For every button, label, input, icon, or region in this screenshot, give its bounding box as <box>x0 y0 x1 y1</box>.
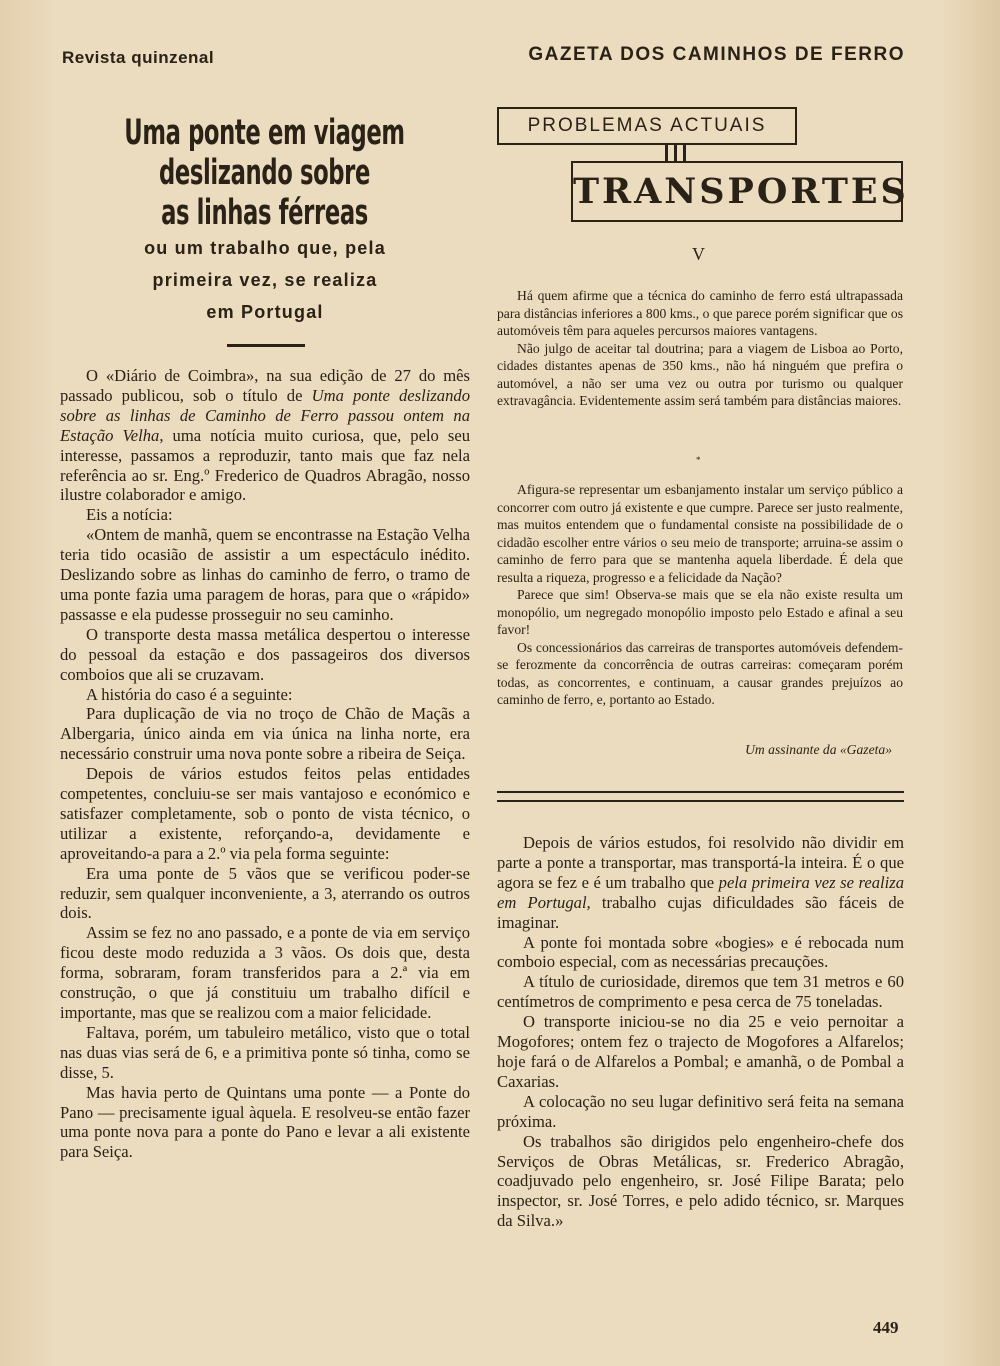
paragraph: Os concessionários das carreiras de transportes automóveis defendem-se ferozmente da concorrência de outras carreiras: começaram porém todas, as concorrentes, e continuam, a causar grandes prejuízos ao caminho de ferro, e, portanto ao Estado. <box>497 639 903 707</box>
subtitle-line-1: ou um trabalho que, pela <box>144 238 386 258</box>
text: Depois de vários estudos, foi resolvido não dividir em parte a ponte a transportar, mas transportá-la inteira. É o que agora se fez e é um trabalho que <box>497 833 904 892</box>
paragraph: O transporte iniciou-se no dia 25 e veio pernoitar a Mogofores; ontem fez o trajecto de Mogofores a Alfarelos; hoje fará o de Alfarelos a Pombal; e amanhã, o de Pombal a Caxarias. <box>497 1012 904 1091</box>
title-divider <box>227 344 305 347</box>
paragraph: Depois de vários estudos feitos pelas entidades competentes, concluiu-se ser mais vantajoso e económico e satisfazer completamente, sob o ponto de vista técnico, o utilizar a existente, reforçando-a, devidamente e aproveitando-a para a 2.º via pela forma seguinte: <box>60 764 470 863</box>
article-title <box>119 113 411 233</box>
paragraph: Faltava, porém, um tabuleiro metálico, visto que o total nas duas vias será de 6, e a primitiva ponte só tinha, como se disse, 5. <box>60 1022 470 1082</box>
paragraph <box>497 833 904 933</box>
paragraph: Há quem afirme que a técnica do caminho de ferro está ultrapassada para distâncias inferiores a 800 kms., o que parece porém significar que os automóveis têm para aqueles percursos maiores vantagens. <box>497 288 903 338</box>
double-rule-top <box>497 791 904 793</box>
page-number: 449 <box>873 1318 899 1337</box>
section-box-problemas: PROBLEMAS ACTUAIS <box>497 107 797 145</box>
paragraph: Era uma ponte de 5 vãos que se verificou poder-se reduzir, sem qualquer inconveniente, a 3, aterrando os outros dois. <box>60 863 470 923</box>
header-left: Revista quinzenal <box>62 48 215 67</box>
article-column-left <box>60 366 470 1162</box>
section-separator-star: * <box>696 455 701 465</box>
paragraph: Mas havia perto de Quintans uma ponte — a Ponte do Pano — precisamente igual àquela. E resolveu-se então fazer uma ponte nova para a ponte do Pano e levar a ali existente para Seiça. <box>60 1082 470 1162</box>
sidebar-column <box>497 287 903 410</box>
paragraph: A colocação no seu lugar definitivo será feita na semana próxima. <box>497 1091 904 1131</box>
section-numeral: V <box>692 244 705 264</box>
text: O «Diário de Coimbra», na sua edição de 27 do mês passado publicou, sob o título de <box>60 366 470 405</box>
paragraph: Assim se fez no ano passado, e a ponte de via em serviço ficou deste modo reduzida a 3 vãos. Os dois que, desta forma, sobraram, foram transferidos para a 2.ª via em construção, o que já constituiu um trabalho difícil e importante, mas que se realizou com a maior felicidade. <box>60 923 470 1022</box>
paragraph <box>60 366 470 505</box>
double-rule-bottom <box>497 800 904 802</box>
title-line-1: Uma ponte em viagem deslizando sobre <box>124 113 405 193</box>
paragraph: A título de curiosidade, diremos que tem 31 metros e 60 centímetros de comprimento e pesa cerca de 75 toneladas. <box>497 972 904 1012</box>
paragraph: «Ontem de manhã, quem se encontrasse na Estação Velha teria tido ocasião de assistir a um espectáculo inédito. Deslizando sobre as linhas do caminho de ferro, o tramo de uma ponte fazia uma paragem de horas, para que o «rápido» passasse e ela pudesse prosseguir no seu caminho. <box>60 525 470 624</box>
subtitle-line-3: em Portugal <box>206 302 324 322</box>
connector-bar <box>665 145 668 161</box>
title-line-2: as linhas férreas <box>161 193 368 233</box>
paragraph: Parece que sim! Observa-se mais que se ela não existe resulta um monopólio, um negregado monopólio imposto pelo Estado e afinal a seu favor! <box>497 587 903 637</box>
signature: Um assinante da «Gazeta» <box>745 742 892 757</box>
paragraph: A ponte foi montada sobre «bogies» e é rebocada num comboio especial, com as necessárias precauções. <box>497 932 904 972</box>
section-box-transportes: TRANSPORTES <box>571 161 903 222</box>
text: trabalho cujas dificuldades são fáceis de imaginar. <box>497 892 905 932</box>
paragraph: Para duplicação de via no troço de Chão de Maçãs a Albergaria, único ainda em via única na linha norte, era necessário construir uma nova ponte sobre a ribeira de Seiça. <box>60 704 470 764</box>
sidebar-column-2 <box>497 481 903 709</box>
connector-bar <box>674 145 677 161</box>
article-subtitle <box>120 232 410 328</box>
article-column-right <box>497 833 904 1231</box>
header-right: GAZETA DOS CAMINHOS DE FERRO <box>528 44 905 65</box>
paragraph: O transporte desta massa metálica despertou o interesse do pessoal da estação e dos passageiros dos diversos comboios que ali se cruzavam. <box>60 624 470 684</box>
paragraph: Não julgo de aceitar tal doutrina; para a viagem de Lisboa ao Porto, cidades distantes apenas de 350 kms., não há ninguém que prefira o automóvel, a não ser uma vez ou outra por turismo ou qualquer extravagância. Evidentemente assim será também para distâncias maiores. <box>497 340 903 408</box>
paragraph: Eis a notícia: <box>86 505 173 525</box>
subtitle-line-2: primeira vez, se realiza <box>152 270 378 290</box>
text-italic: Uma ponte deslizando sobre as linhas de Caminho de Ferro passou ontem na Estação Velha <box>60 385 470 445</box>
box-connector <box>663 145 687 161</box>
paragraph: Os trabalhos são dirigidos pelo engenheiro-chefe dos Serviços de Obras Metálicas, sr. Frederico Abragão, coadjuvado pelo engenheiro, sr. José Filipe Barata; pelo inspector, sr. José Torres, e pelo adido técnico, sr. Marques da Silva.» <box>497 1131 904 1231</box>
paragraph: Afigura-se representar um esbanjamento instalar um serviço público a concorrer com outro já existente e que cumpre. Parece ser justo realmente, mas muitos entendem que o fundamental consiste na possibilidade de o cidadão escolher entre vários o seu meio de transporte; arruina-se assim o caminho de ferro para que se mantenha aquela liberdade. É dela que resulta a riqueza, progresso e a felicidade da Nação? <box>497 482 903 585</box>
connector-bar <box>683 145 686 161</box>
text: , uma notícia muito curiosa, que, pelo seu interesse, passamos a reproduzir, tanto mais que faz nela referência ao sr. Eng.º Frederico de Quadros Abragão, nosso ilustre colaborador e amigo. <box>60 425 470 505</box>
text-italic: pela primeira vez se realiza em Portugal, <box>497 872 904 912</box>
paragraph: A história do caso é a seguinte: <box>86 684 293 704</box>
